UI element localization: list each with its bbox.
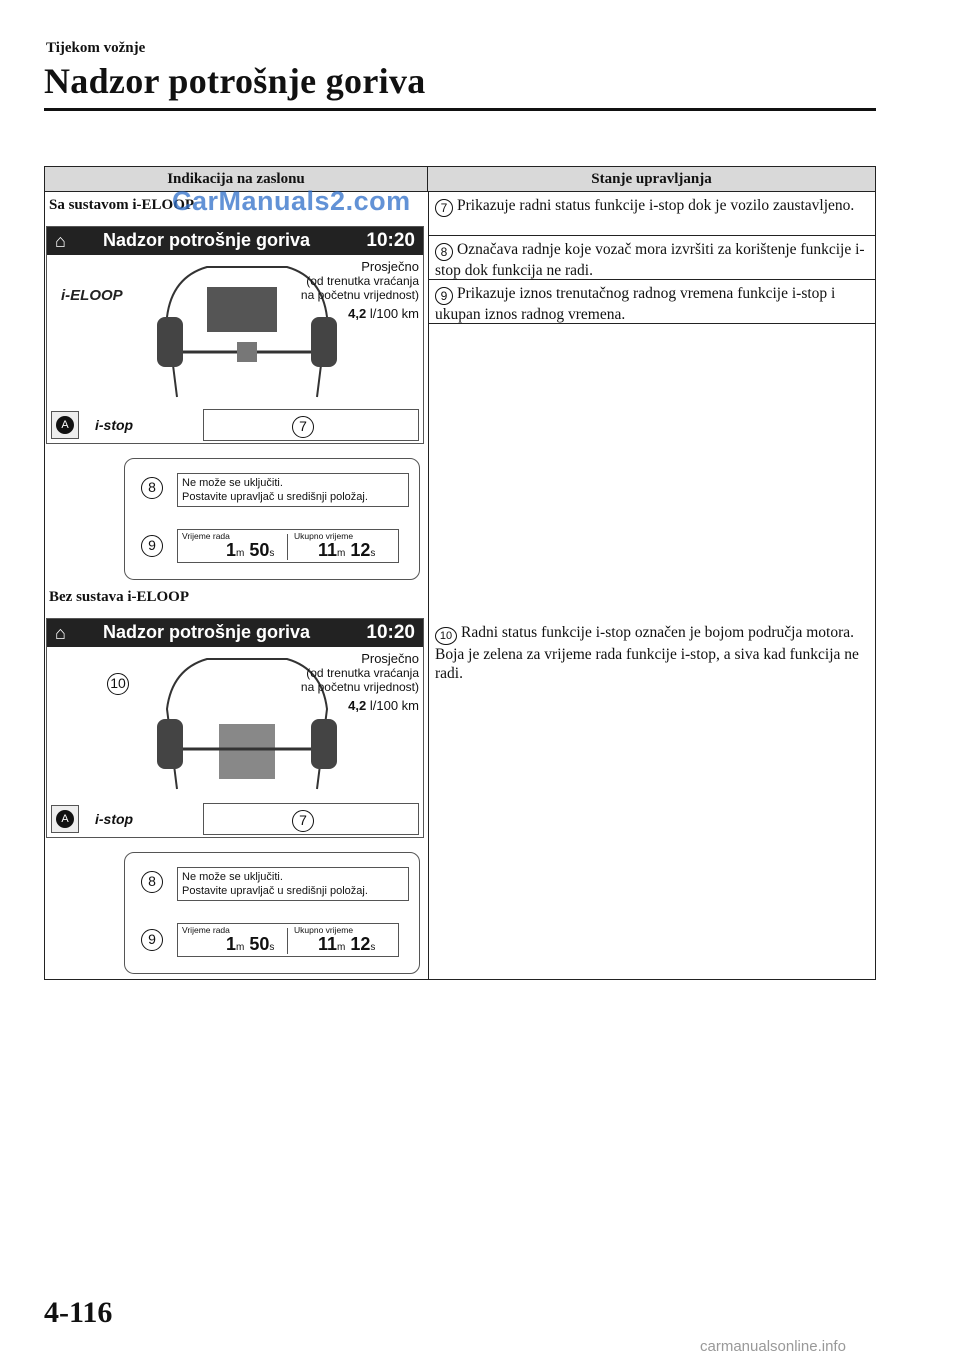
- total-time-value: 11m 12s: [318, 934, 376, 954]
- avg-sub2: na početnu vrijednost): [300, 288, 419, 302]
- home-icon: ⌂: [55, 231, 66, 251]
- status-row-9: [429, 280, 875, 324]
- with-eloop-label: Sa sustavom i-ELOOP: [49, 197, 195, 213]
- status-row-8: [429, 236, 875, 280]
- eloop-badge: i-ELOOP: [61, 287, 123, 304]
- callout-7-icon: 7: [435, 199, 453, 217]
- status-text-9: Prikazuje iznos trenutačnog radnog vremena funkcije i-stop i ukupan iznos radnog vremena.: [435, 285, 836, 323]
- istop-status-icon: [51, 805, 79, 833]
- without-eloop-label: Bez sustava i-ELOOP: [49, 589, 190, 605]
- callout-8: 8: [141, 477, 163, 499]
- callout-7: 7: [292, 810, 314, 832]
- screen-title: Nadzor potrošnje goriva: [103, 622, 311, 642]
- col-header-display: Indikacija na zaslonu: [45, 167, 428, 192]
- display-screen-eloop: [46, 226, 424, 444]
- time-box: [177, 923, 399, 957]
- total-time-label: Ukupno vrijeme: [294, 531, 354, 541]
- status-text-8: Označava radnje koje vozač mora izvršiti za korištenje funkcije i-stop dok funkcija ne radi.: [435, 241, 865, 279]
- message-box: [177, 867, 409, 901]
- detail-panel-no-eloop: [124, 852, 420, 974]
- page-title: Nadzor potrošnje goriva: [44, 61, 426, 101]
- average-consumption: [301, 651, 419, 713]
- screen-time: 10:20: [366, 230, 415, 251]
- avg-label: Prosječno: [361, 651, 419, 666]
- istop-label: i-stop: [95, 811, 134, 827]
- callout-9: 9: [141, 535, 163, 557]
- screen-header: [47, 227, 423, 255]
- avg-value: 4,2: [348, 698, 367, 713]
- message-line-1: Ne može se uključiti.: [182, 477, 283, 489]
- avg-sub1: (od trenutka vraćanja: [306, 666, 419, 680]
- op-time-label: Vrijeme rada: [182, 925, 230, 935]
- avg-unit: l/100 km: [369, 698, 419, 713]
- message-line-2: Postavite upravljač u središnji položaj.: [182, 491, 368, 503]
- section-label: Tijekom vožnje: [46, 40, 146, 56]
- time-box: [177, 529, 399, 563]
- istop-row: [51, 803, 419, 837]
- callout-10-icon: 10: [435, 627, 457, 645]
- display-screen-no-eloop: [46, 618, 424, 838]
- home-icon: ⌂: [55, 623, 66, 643]
- title-rule: [44, 108, 876, 111]
- col-header-status: Stanje upravljanja: [428, 167, 875, 192]
- total-time-label: Ukupno vrijeme: [294, 925, 354, 935]
- status-row-10: [429, 619, 875, 689]
- callout-9-icon: 9: [435, 287, 453, 305]
- average-consumption: [301, 259, 419, 321]
- status-row-7: [429, 192, 875, 236]
- status-text-10: Radni status funkcije i-stop označen je bojom područja motora. Boja je zelena za vrijeme rada funkcije i-stop, a siva kad funkcija ne radi.: [435, 624, 859, 682]
- callout-8: 8: [141, 871, 163, 893]
- avg-value: 4,2: [348, 306, 367, 321]
- screen-header: [47, 619, 423, 647]
- message-box: [177, 473, 409, 507]
- istop-status-icon: [51, 411, 79, 439]
- avg-label: Prosječno: [361, 259, 419, 274]
- avg-sub1: (od trenutka vraćanja: [306, 274, 419, 288]
- callout-8-icon: 8: [435, 243, 453, 261]
- screen-title: Nadzor potrošnje goriva: [103, 230, 311, 250]
- message-line-1: Ne može se uključiti.: [182, 871, 283, 883]
- avg-sub2: na početnu vrijednost): [300, 680, 419, 694]
- screen-time: 10:20: [366, 622, 415, 643]
- watermark: CarManuals2.com: [172, 186, 411, 216]
- footer-site: carmanualsonline.info: [700, 1338, 846, 1355]
- op-time-label: Vrijeme rada: [182, 531, 230, 541]
- istop-glyph: A: [56, 416, 74, 434]
- page-number: 4-116: [44, 1296, 113, 1329]
- op-time-value: 1m 50s: [226, 934, 275, 954]
- istop-row: [51, 409, 419, 443]
- total-time-value: 11m 12s: [318, 540, 376, 560]
- op-time-value: 1m 50s: [226, 540, 275, 560]
- avg-unit: l/100 km: [369, 306, 419, 321]
- callout-7: 7: [292, 416, 314, 438]
- detail-panel-eloop: [124, 458, 420, 580]
- istop-glyph: A: [56, 810, 74, 828]
- istop-label: i-stop: [95, 417, 134, 433]
- status-text-7: Prikazuje radni status funkcije i-stop dok je vozilo zaustavljeno.: [457, 197, 855, 214]
- callout-9: 9: [141, 929, 163, 951]
- callout-10: 10: [107, 673, 129, 695]
- message-line-2: Postavite upravljač u središnji položaj.: [182, 885, 368, 897]
